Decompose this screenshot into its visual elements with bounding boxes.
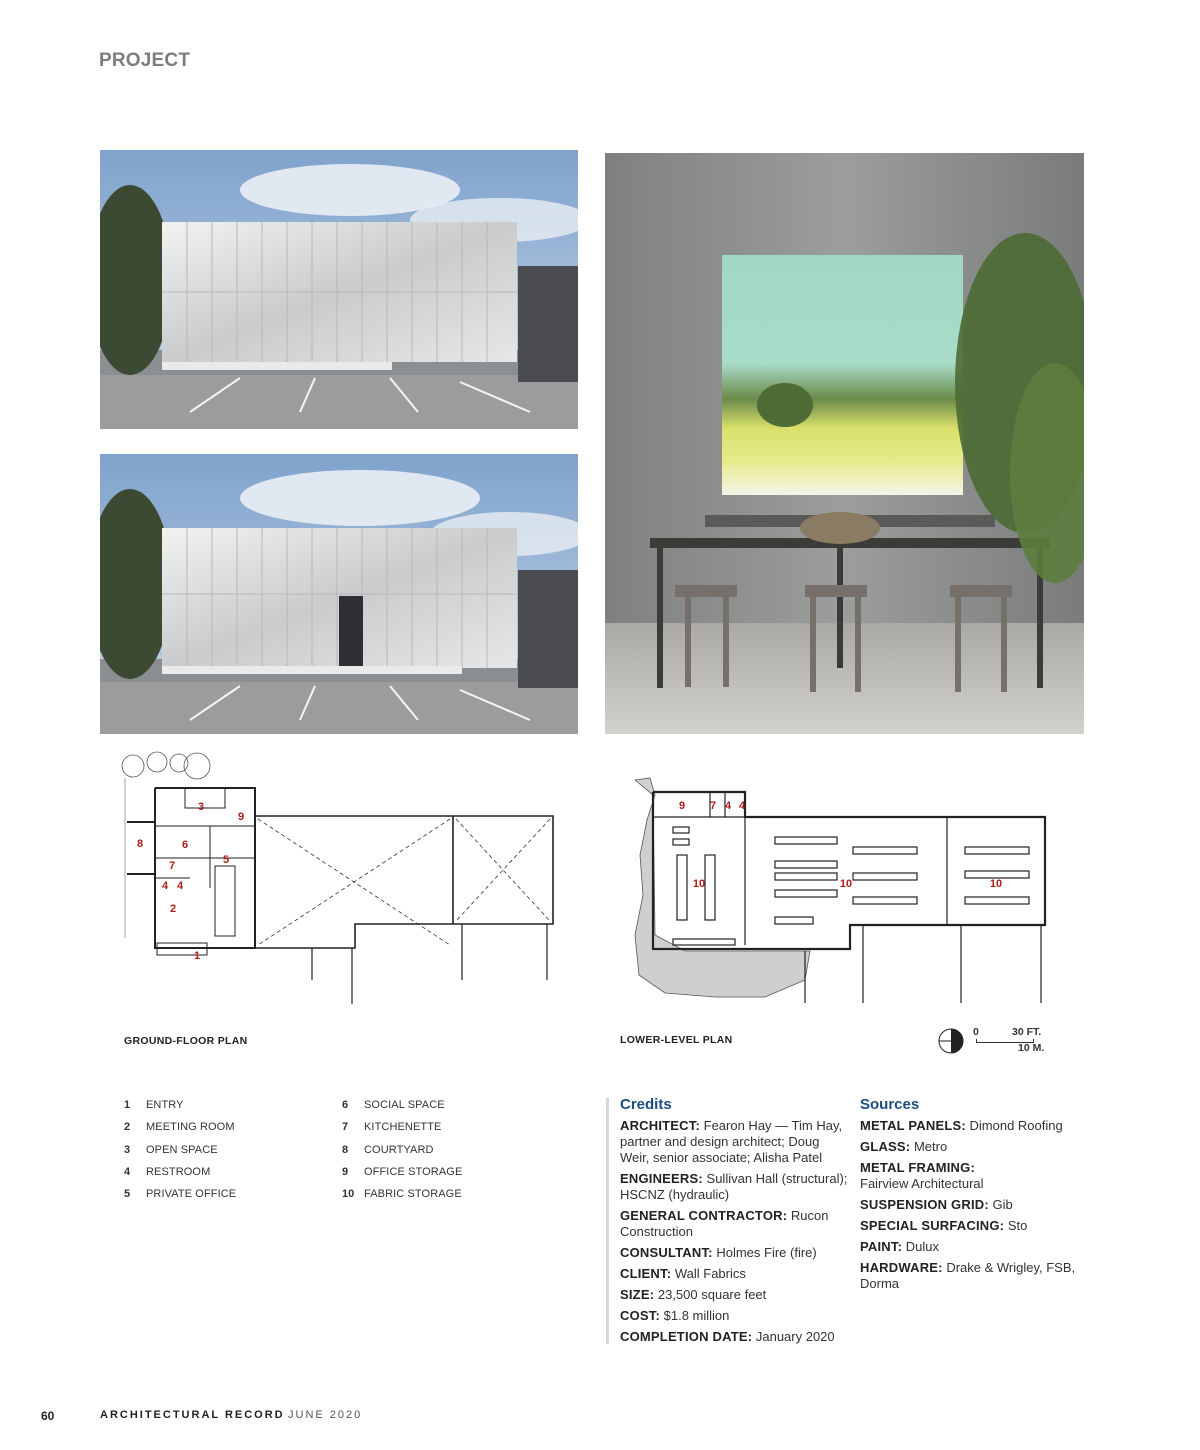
legend-num: 9	[342, 1165, 349, 1178]
plan-num-3: 3	[197, 801, 205, 813]
plan-num-6: 6	[181, 839, 189, 851]
issue-date: JUNE 2020	[288, 1409, 363, 1421]
scale-zero: 0	[973, 1026, 979, 1038]
legend-label: FABRIC STORAGE	[364, 1188, 462, 1201]
plan-num-5: 5	[222, 854, 230, 866]
source-value: Metro	[913, 1139, 948, 1154]
source-key: METAL FRAMING:	[860, 1160, 975, 1175]
credit-key: COMPLETION DATE:	[620, 1329, 753, 1344]
credit-item	[620, 1245, 850, 1261]
lower-level-plan	[625, 775, 1050, 1010]
legend-label: COURTYARD	[364, 1143, 434, 1156]
scale-meters: 10 M.	[1018, 1042, 1045, 1054]
ground-floor-plan-caption: GROUND-FLOOR PLAN	[124, 1035, 248, 1047]
legend-num: 6	[342, 1099, 349, 1111]
legend-label: RESTROOM	[146, 1165, 211, 1178]
lower-num-7: 7	[709, 800, 717, 812]
legend-num: 10	[342, 1188, 355, 1201]
interior-photo	[605, 153, 1084, 734]
credits-heading: Credits	[620, 1096, 672, 1113]
credit-item	[620, 1208, 850, 1240]
legend-item	[124, 1099, 236, 1121]
sources-list	[860, 1118, 1085, 1297]
credit-value: Holmes Fire (fire)	[716, 1245, 817, 1260]
legend-item	[342, 1099, 462, 1121]
sources-heading: Sources	[860, 1096, 920, 1113]
source-value: Sto	[1007, 1218, 1028, 1233]
legend-item	[342, 1144, 462, 1166]
source-key: SPECIAL SURFACING:	[860, 1218, 1005, 1233]
credit-value: Fearon Hay — Tim Hay, partner and design architect; Doug Weir, senior associate; Alisha Patel	[620, 1118, 843, 1165]
credit-value: Wall Fabrics	[674, 1266, 746, 1281]
credit-item	[620, 1266, 850, 1282]
plan-num-4b: 4	[176, 880, 184, 892]
exterior-photo-closed	[100, 150, 578, 429]
legend-item	[124, 1144, 236, 1166]
lower-num-9: 9	[678, 800, 686, 812]
credit-key: GENERAL CONTRACTOR:	[620, 1208, 788, 1223]
page-number: 60	[41, 1409, 55, 1423]
legend-num: 4	[124, 1165, 131, 1178]
source-item	[860, 1139, 1085, 1155]
credit-key: CONSULTANT:	[620, 1245, 713, 1260]
credit-key: ENGINEERS:	[620, 1171, 703, 1186]
legend-item	[124, 1188, 236, 1210]
source-value: Gib	[992, 1197, 1013, 1212]
lower-num-4a: 4	[724, 800, 732, 812]
credit-key: ARCHITECT:	[620, 1118, 700, 1133]
lower-num-10c: 10	[989, 878, 1003, 890]
credit-item	[620, 1171, 850, 1203]
source-item	[860, 1197, 1085, 1213]
lower-num-10a: 10	[692, 878, 706, 890]
legend-label: KITCHENETTE	[364, 1121, 442, 1134]
legend-label: SOCIAL SPACE	[364, 1099, 445, 1111]
legend-right	[342, 1099, 462, 1210]
legend-num: 1	[124, 1099, 131, 1111]
legend-item	[342, 1188, 462, 1210]
credit-value: $1.8 million	[663, 1308, 730, 1323]
magazine-name: ARCHITECTURAL RECORD	[100, 1409, 285, 1421]
plan-num-4a: 4	[161, 880, 169, 892]
source-item	[860, 1239, 1085, 1255]
legend-left	[124, 1099, 236, 1210]
lower-num-10b: 10	[839, 878, 853, 890]
credits-rule	[606, 1098, 609, 1344]
ground-floor-plan	[115, 748, 560, 1010]
legend-num: 7	[342, 1121, 349, 1134]
source-value: Drake & Wrigley, FSB, Dorma	[860, 1260, 1076, 1291]
source-value: Fairview Architectural	[860, 1176, 984, 1191]
legend-label: PRIVATE OFFICE	[146, 1188, 237, 1201]
credit-item	[620, 1329, 850, 1345]
legend-num: 2	[124, 1121, 131, 1134]
north-arrow-icon	[937, 1026, 969, 1056]
legend-num: 8	[342, 1143, 349, 1156]
source-key: PAINT:	[860, 1239, 903, 1254]
credit-value: January 2020	[755, 1329, 835, 1344]
exterior-photo-open	[100, 454, 578, 734]
source-item	[860, 1160, 1085, 1192]
legend-item	[124, 1166, 236, 1188]
credit-value: Rucon Construction	[620, 1208, 829, 1239]
credit-item	[620, 1287, 850, 1303]
credit-key: SIZE:	[620, 1287, 655, 1302]
legend-item	[124, 1121, 236, 1143]
lower-level-plan-caption: LOWER-LEVEL PLAN	[620, 1034, 733, 1046]
plan-num-1: 1	[193, 950, 201, 962]
legend-label: OFFICE STORAGE	[364, 1165, 463, 1178]
credit-item	[620, 1118, 850, 1166]
credit-item	[620, 1308, 850, 1324]
legend-label: ENTRY	[146, 1099, 184, 1111]
section-label: PROJECT	[99, 50, 191, 71]
legend-item	[342, 1166, 462, 1188]
legend-item	[342, 1121, 462, 1143]
source-item	[860, 1218, 1085, 1234]
source-value: Dimond Roofing	[969, 1118, 1063, 1133]
source-key: METAL PANELS:	[860, 1118, 966, 1133]
plan-num-7: 7	[168, 860, 176, 872]
source-key: HARDWARE:	[860, 1260, 943, 1275]
legend-num: 3	[124, 1143, 131, 1156]
scale-feet: 30 FT.	[1012, 1026, 1042, 1038]
source-item	[860, 1260, 1085, 1292]
lower-num-4b: 4	[738, 800, 746, 812]
legend-num: 5	[124, 1188, 131, 1201]
source-key: GLASS:	[860, 1139, 911, 1154]
legend-label: OPEN SPACE	[146, 1143, 218, 1156]
credit-key: CLIENT:	[620, 1266, 672, 1281]
legend-label: MEETING ROOM	[146, 1121, 235, 1134]
source-key: SUSPENSION GRID:	[860, 1197, 989, 1212]
credit-value: Sullivan Hall (structural); HSCNZ (hydraulic)	[620, 1171, 848, 1202]
credits-list	[620, 1118, 850, 1350]
plan-num-9: 9	[237, 811, 245, 823]
credit-value: 23,500 square feet	[657, 1287, 767, 1302]
plan-num-2: 2	[169, 903, 177, 915]
source-item	[860, 1118, 1085, 1134]
source-value: Dulux	[905, 1239, 939, 1254]
plan-num-8: 8	[136, 838, 144, 850]
credit-key: COST:	[620, 1308, 660, 1323]
